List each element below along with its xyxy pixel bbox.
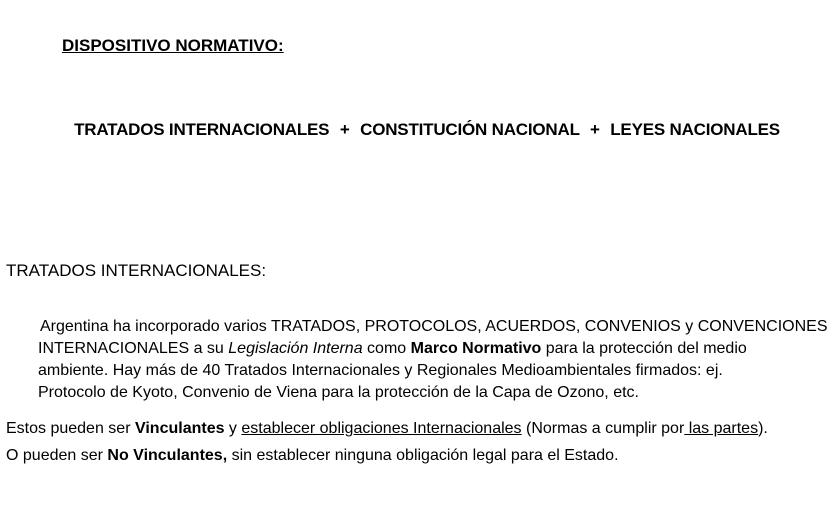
binding-parties: las partes (684, 420, 759, 437)
binding-prefix: Estos pueden ser (6, 420, 135, 437)
paragraph-line-2-c: para la protección del medio (541, 340, 747, 357)
normative-formula (0, 120, 834, 140)
binding-paren: (Normas a cumplir por (521, 420, 685, 437)
treaties-paragraph (38, 316, 830, 404)
paragraph-line-2-a: INTERNACIONALES a su (38, 340, 229, 357)
binding-mid: y (224, 420, 242, 437)
paragraph-line-1: Argentina ha incorporado varios TRATADOS, PROTOCOLOS, ACUERDOS, CONVENIOS y CONVENCIONES (40, 318, 828, 335)
binding-bold: Vinculantes (134, 420, 225, 437)
paragraph-line-2-b: como (362, 340, 411, 357)
formula-plus-1: + (339, 120, 350, 139)
formula-term-laws: LEYES NACIONALES (610, 120, 780, 139)
formula-term-treaties: TRATADOS INTERNACIONALES (74, 120, 330, 139)
section-heading: TRATADOS INTERNACIONALES: (6, 261, 267, 280)
non-binding-line (6, 447, 619, 465)
non-binding-bold: No Vinculantes, (107, 447, 228, 464)
paragraph-line-2 (38, 338, 830, 360)
paragraph-line-3: ambiente. Hay más de 40 Tratados Internacionales y Regionales Medioambientales firmados: ej. (38, 362, 723, 379)
binding-suffix: ). (758, 420, 768, 437)
paragraph-bold-marco: Marco Normativo (410, 340, 542, 357)
formula-plus-2: + (589, 120, 600, 139)
binding-underlined: establecer obligaciones Internacionales (241, 420, 522, 437)
formula-term-constitution: CONSTITUCIÓN NACIONAL (360, 120, 580, 139)
paragraph-italic-legislacion: Legislación Interna (228, 340, 363, 357)
non-binding-prefix: O pueden ser (6, 447, 108, 464)
paragraph-line-4: Protocolo de Kyoto, Convenio de Viena para la protección de la Capa de Ozono, etc. (38, 384, 639, 401)
page-title: DISPOSITIVO NORMATIVO: (62, 36, 284, 55)
binding-line (6, 420, 768, 438)
non-binding-suffix: sin establecer ninguna obligación legal para el Estado. (227, 447, 619, 464)
